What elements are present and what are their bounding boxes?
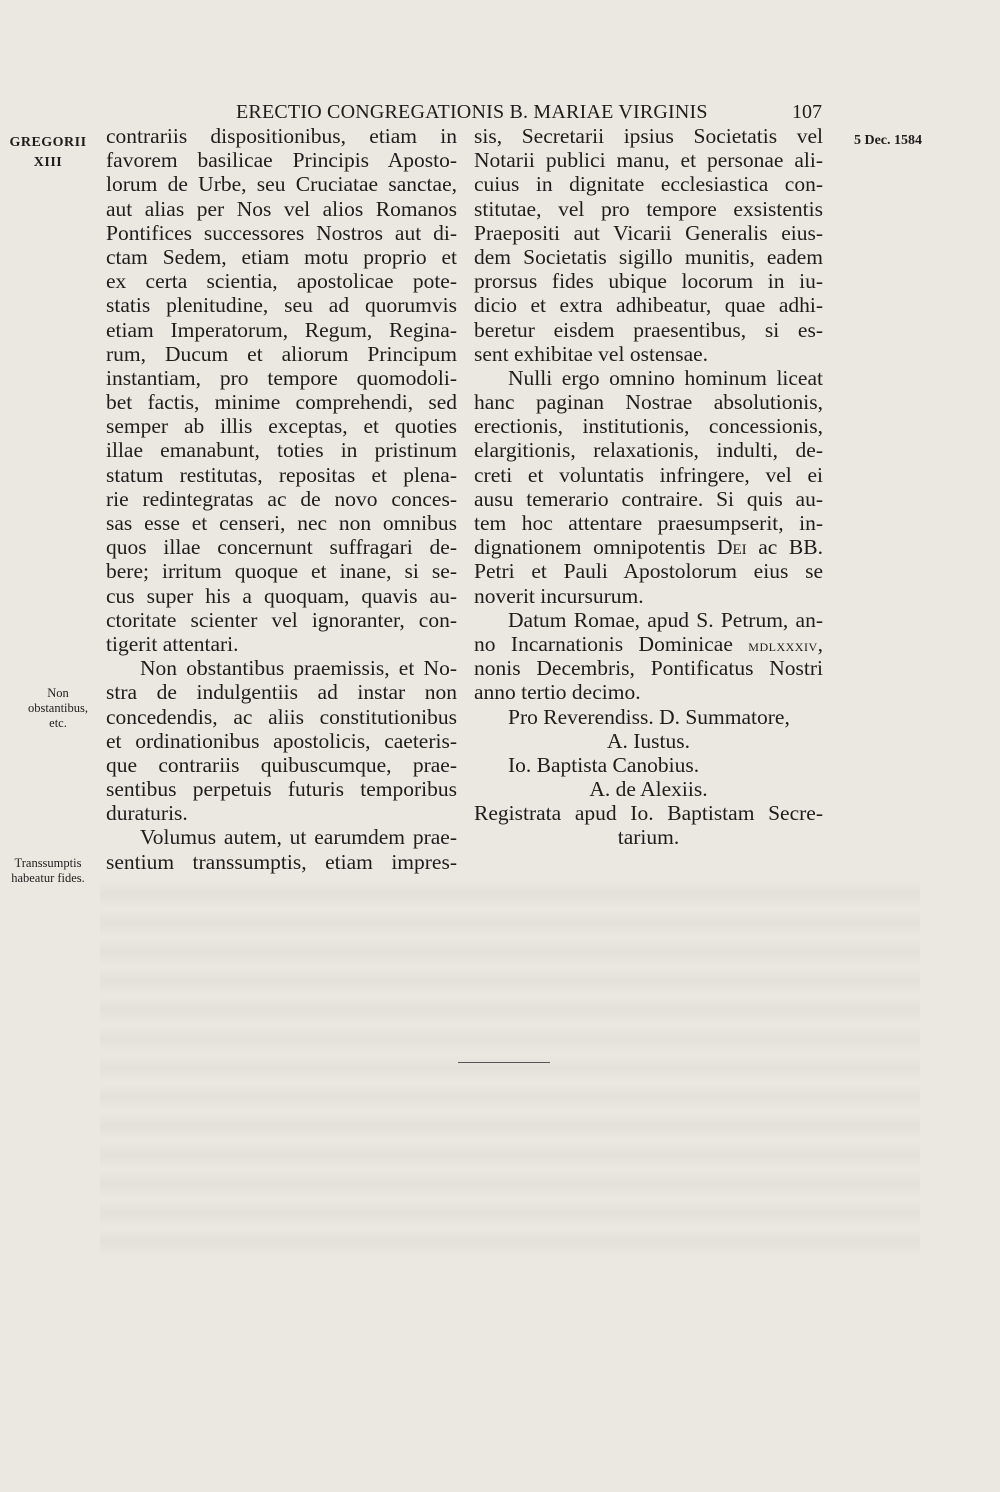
text-line: sentium transsumptis, etiam impres- [106, 849, 457, 874]
margin-date: 5 Dec. 1584 [853, 133, 923, 148]
text-line: favorem basilicae Principis Aposto- [106, 148, 457, 173]
margin-note-date [838, 133, 938, 148]
text-line: hanc paginan Nostrae absolutionis, [474, 390, 823, 415]
text-line: rum, Ducum et aliorum Principum [106, 341, 457, 366]
text-line: creti et voluntatis infringere, vel ei [474, 462, 823, 487]
text-line: ausu temerario contraire. Si quis au- [474, 486, 823, 511]
text-line: Notarii publici manu, et personae ali- [474, 148, 823, 173]
text-line: prorsus fides ubique locorum in iu- [474, 269, 823, 294]
text-line: bere; irritum quoque et inane, si se- [106, 559, 457, 584]
end-rule [458, 1062, 550, 1063]
margin-line: etc. [49, 716, 67, 730]
text-line: duraturis. [106, 801, 188, 826]
text-line: lorum de Urbe, seu Cruciatae sanctae, [106, 172, 457, 197]
text-line: et ordinationibus apostolicis, caeteris- [106, 728, 457, 753]
text-line: Registrata apud Io. Baptistam Secre- [474, 801, 823, 826]
text-line: sentibus perpetuis futuris temporibus [106, 777, 457, 802]
text-line: anno tertio decimo. [474, 680, 641, 705]
text-line: no Incarnationis Dominicae mdlxxxiv, [474, 631, 823, 656]
text-line: cus super his a quoquam, quavis au- [106, 583, 457, 608]
margin-gregorii: GREGORII [9, 135, 87, 150]
text-line: statum restitutas, repositas et plena- [106, 462, 457, 487]
margin-note-transsumptis [2, 856, 94, 886]
right-column [474, 124, 823, 850]
text-line: sas esse et censeri, nec non omnibus [106, 511, 457, 535]
text-line: etiam Imperatorum, Regum, Regina- [106, 317, 457, 342]
text-line: noverit incursurum. [474, 583, 644, 608]
text-line: stra de indulgentiis ad instar non [106, 680, 457, 705]
text-line: Petri et Pauli Apostolorum eius se [474, 559, 823, 584]
text-line: rie redintegratas ac de novo conces- [106, 486, 457, 511]
text-line: sent exhibitae vel ostensae. [474, 341, 709, 366]
text-line: nonis Decembris, Pontificatus Nostri [474, 656, 823, 681]
text-line: bet factis, minime comprehendi, sed [106, 390, 457, 415]
text-line: A. Iustus. [606, 728, 691, 753]
text-line: ex certa scientia, apostolicae pote- [106, 269, 457, 294]
text-line: Datum Romae, apud S. Petrum, an- [508, 607, 823, 632]
text-line: erectionis, institutionis, concessionis, [474, 414, 823, 439]
text-line: dicio et extra adhibeatur, quae adhi- [474, 293, 823, 318]
margin-line: obstantibus, [27, 701, 89, 715]
margin-note-non-obstantibus [18, 686, 98, 731]
text-line: aut alias per Nos vel alios Romanos [106, 196, 457, 221]
text-line: dem Societatis sigillo munitis, eadem [474, 244, 823, 269]
page-number: 107 [792, 101, 822, 123]
text-line: stitutae, vel pro tempore exsistentis [474, 196, 823, 221]
text-line: cuius in dignitate ecclesiastica con- [474, 172, 823, 197]
text-line: Volumus autem, ut earumdem prae- [140, 825, 457, 850]
margin-note-pontiff [6, 133, 90, 173]
text-line: Non obstantibus praemissis, et No- [140, 656, 457, 681]
text-line: beretur eisdem praesentibus, si es- [474, 317, 823, 342]
text-line: elargitionis, relaxationis, indulti, de- [474, 438, 823, 463]
running-title: ERECTIO CONGREGATIONIS B. MARIAE VIRGINIS [236, 101, 708, 123]
text-line: statis plenitudine, seu ad quorumvis [106, 293, 457, 318]
text-line: concedendis, ac aliis constitutionibus [106, 704, 457, 729]
text-line: A. de Alexiis. [589, 777, 708, 802]
margin-line: habeatur fides. [11, 871, 85, 885]
margin-line: Transsumptis [14, 856, 82, 870]
text-line: tigerit attentari. [106, 631, 239, 656]
text-line: illae emanabunt, toties in pristinum [106, 438, 457, 463]
text-line: ctam Sedem, etiam motu proprio et [106, 244, 457, 269]
text-line: Pro Reverendiss. D. Summatore, [508, 704, 790, 729]
text-line: quos illae concernunt suffragari de- [106, 535, 457, 560]
margin-line: Non [47, 686, 69, 700]
text-line: tem hoc attentare praesumpserit, in- [474, 511, 823, 535]
text-line: instantiam, pro tempore quomodoli- [106, 365, 457, 390]
margin-xiii: XIII [33, 155, 63, 170]
text-line: sis, Secretarii ipsius Societatis vel [474, 124, 823, 148]
text-line: Io. Baptista Canobius. [508, 752, 700, 777]
show-through-bleed [100, 880, 920, 1260]
text-line: contrariis dispositionibus, etiam in [106, 124, 457, 148]
text-line: tarium. [617, 825, 680, 850]
text-line: que contrariis quibuscumque, prae- [106, 752, 457, 777]
text-line: Nulli ergo omnino hominum liceat [508, 365, 823, 390]
text-line: Pontifices successores Nostros aut di- [106, 220, 457, 245]
left-column [106, 124, 457, 874]
text-line: semper ab illis exceptas, et quoties [106, 414, 457, 439]
text-line: ctoritate scienter vel ignoranter, con- [106, 607, 457, 632]
text-line: Praepositi aut Vicarii Generalis eius- [474, 220, 823, 245]
text-line: dignationem omnipotentis Dei ac BB. [474, 535, 823, 560]
